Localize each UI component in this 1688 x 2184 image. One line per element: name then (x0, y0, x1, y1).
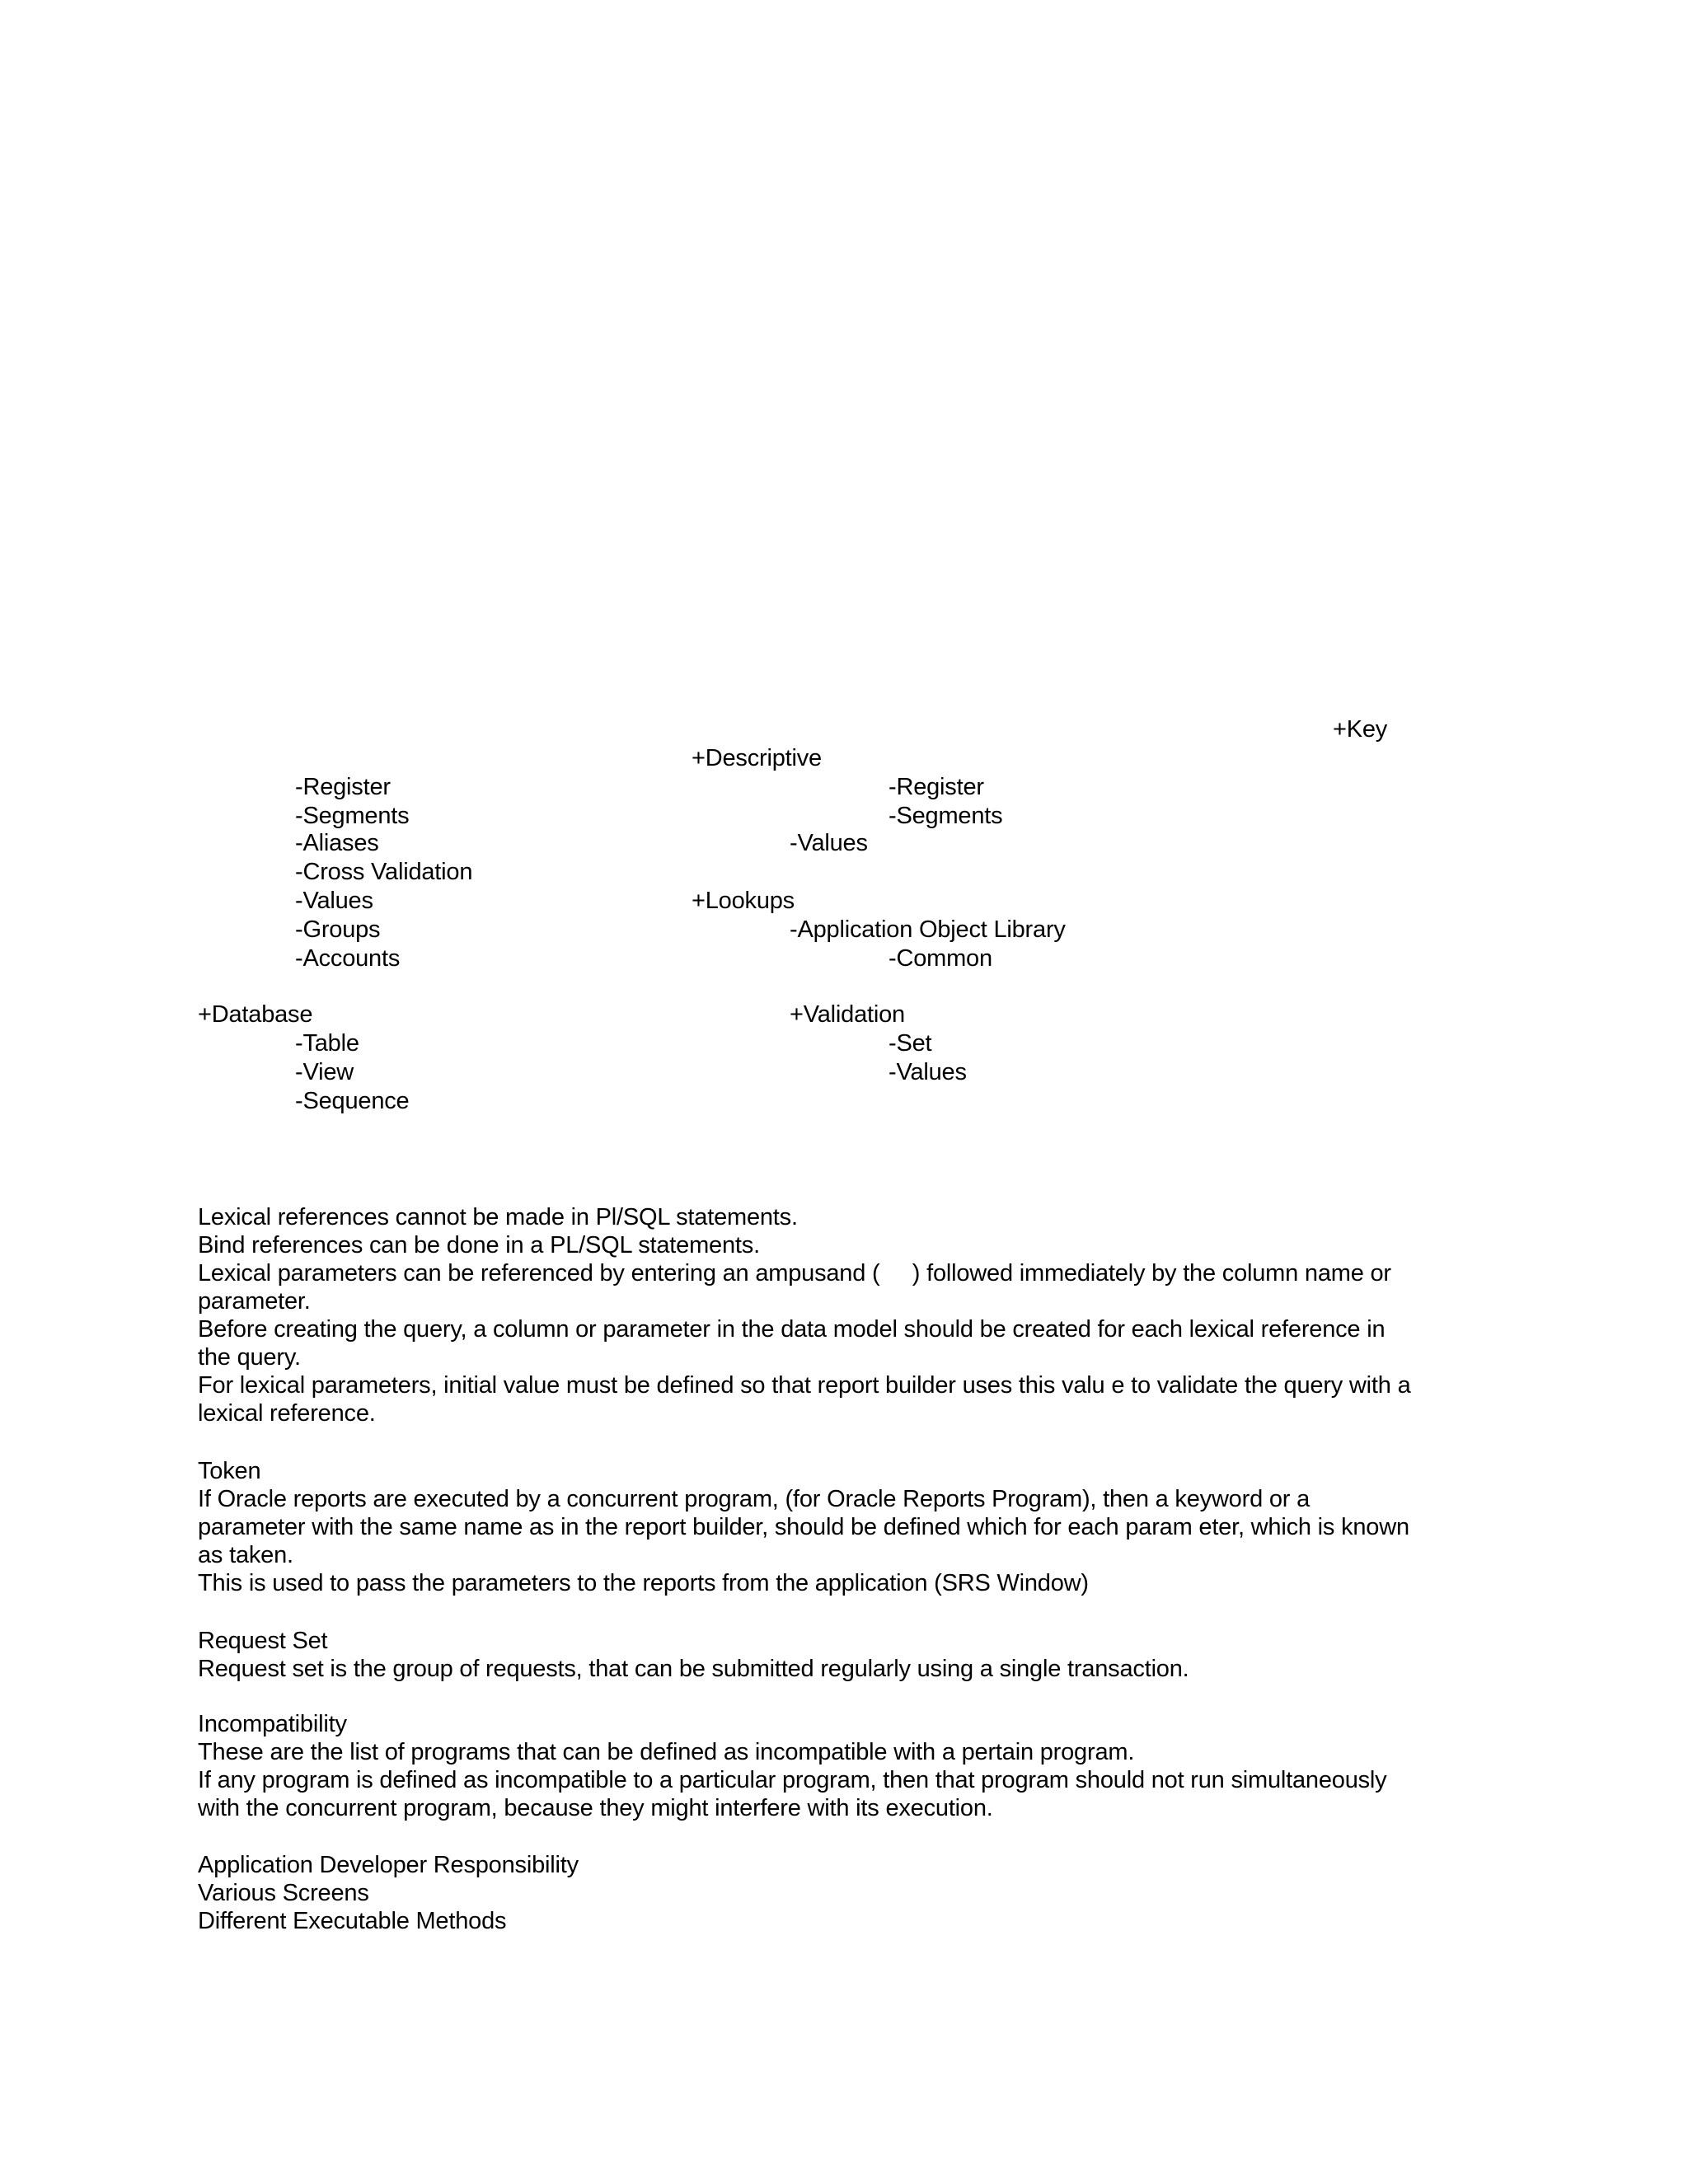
paragraph-line: If any program is defined as incompatible to a particular program, then that program should not run simultaneously (198, 1767, 1387, 1793)
paragraph-line: If Oracle reports are executed by a concurrent program, (for Oracle Reports Program), then a keyword or a (198, 1486, 1311, 1512)
tree-key-groups: -Groups (295, 916, 381, 943)
lexical-line: the query. (198, 1344, 301, 1371)
tree-descriptive-heading: +Descriptive (692, 745, 822, 771)
lexical-line: Lexical parameters can be referenced by entering an ampusand ( ) followed immediately by the column name or (198, 1260, 1391, 1286)
lexical-line: parameter. (198, 1288, 311, 1315)
tree-key-accounts: -Accounts (295, 945, 401, 972)
paragraph-line: with the concurrent program, because they might interfere with its execution. (198, 1795, 993, 1821)
lexical-line: Lexical references cannot be made in Pl/SQL statements. (198, 1204, 798, 1230)
list-item: Various Screens (198, 1880, 369, 1906)
tree-database-view: -View (295, 1059, 354, 1085)
tree-descriptive-register: -Register (889, 774, 984, 800)
tree-validation-set: -Set (889, 1030, 932, 1057)
tree-descriptive-segments: -Segments (889, 803, 1003, 829)
tree-validation-values: -Values (889, 1059, 967, 1085)
lexical-line: lexical reference. (198, 1400, 376, 1427)
tree-key-segments: -Segments (295, 803, 410, 829)
lexical-section (198, 1203, 1484, 1427)
list-item: Different Executable Methods (198, 1908, 507, 1934)
tree-lookups-heading: +Lookups (692, 888, 795, 914)
tree-database-sequence: -Sequence (295, 1088, 410, 1114)
token-section (198, 1457, 1484, 1597)
tree-database-table: -Table (295, 1030, 359, 1057)
tree-key-cross-validation: -Cross Validation (295, 859, 473, 885)
paragraph-line: as taken. (198, 1542, 293, 1568)
footer-list (198, 1851, 1484, 1935)
tree-key-aliases: -Aliases (295, 830, 379, 856)
section-heading: Request Set (198, 1628, 328, 1654)
tree-validation-heading: +Validation (790, 1001, 905, 1028)
tree-database-heading: +Database (198, 1001, 313, 1028)
tree-lookups-common: -Common (889, 945, 992, 972)
paragraph-line: These are the list of programs that can be defined as incompatible with a pertain program. (198, 1739, 1135, 1765)
paragraph-line: parameter with the same name as in the report builder, should be defined which for each param eter, which is known (198, 1514, 1409, 1540)
tree-descriptive-values: -Values (790, 830, 868, 856)
tree-key-register: -Register (295, 774, 391, 800)
paragraph-line: This is used to pass the parameters to the reports from the application (SRS Window) (198, 1570, 1089, 1596)
incompatibility-section (198, 1710, 1484, 1822)
section-heading: Token (198, 1458, 261, 1484)
tree-key-values: -Values (295, 888, 373, 914)
lexical-line: Bind references can be done in a PL/SQL statements. (198, 1232, 760, 1258)
section-heading: Incompatibility (198, 1711, 347, 1737)
lexical-line: For lexical parameters, initial value must be defined so that report builder uses this valu e to validate the query with a (198, 1372, 1411, 1399)
lexical-line: Before creating the query, a column or parameter in the data model should be created for each lexical reference in (198, 1316, 1386, 1343)
tree-key-heading: +Key (1333, 716, 1388, 743)
paragraph-line: Request set is the group of requests, that can be submitted regularly using a single transaction. (198, 1656, 1189, 1682)
request-set-section (198, 1627, 1484, 1683)
list-item: Application Developer Responsibility (198, 1852, 579, 1878)
tree-lookups-aol: -Application Object Library (790, 916, 1066, 943)
